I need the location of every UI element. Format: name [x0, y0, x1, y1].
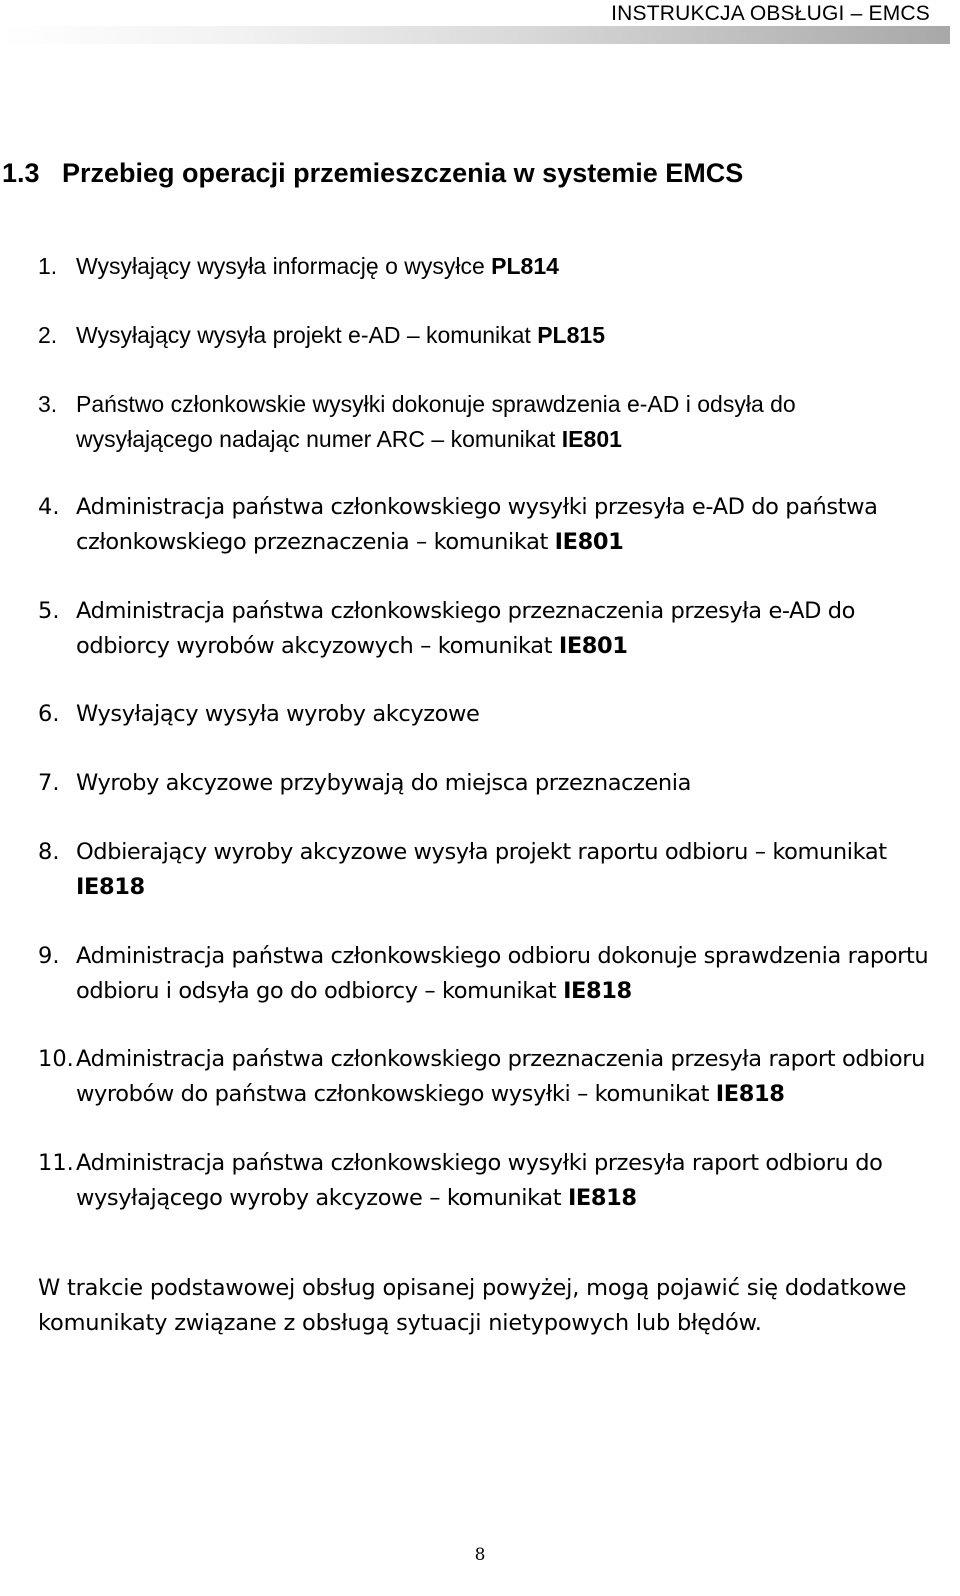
step-text [76, 249, 934, 284]
list-item [38, 387, 938, 457]
step-number: 8. [38, 839, 60, 865]
step-number: 4. [38, 494, 60, 520]
step-number: 6. [38, 701, 60, 727]
page-number: 8 [474, 1545, 486, 1565]
message-code: IE801 [554, 529, 624, 555]
step-number: 7. [38, 770, 60, 796]
step-description: Wysyłający wysyła wyroby akcyzowe [76, 701, 480, 727]
step-description: Odbierający wyroby akcyzowe wysyła projekt raportu odbioru – komunikat [76, 839, 887, 865]
message-code: IE801 [558, 633, 628, 659]
step-number: 1. [38, 253, 58, 279]
header-title: INSTRUKCJA OBSŁUGI – EMCS [611, 2, 930, 25]
message-code: IE818 [715, 1081, 785, 1107]
step-text [76, 1042, 934, 1112]
step-number: 2. [38, 322, 58, 348]
step-text [76, 318, 934, 353]
step-text [76, 766, 934, 801]
step-description: Administracja państwa członkowskiego wysyłki przesyła e-AD do państwa członkowskiego przeznaczenia – komunikat [76, 494, 878, 555]
list-item [38, 490, 938, 560]
message-code: IE818 [76, 874, 145, 900]
step-text [76, 1146, 934, 1216]
list-item [38, 939, 938, 1009]
message-code: IE801 [561, 426, 622, 452]
step-description: Administracja państwa członkowskiego wysyłki przesyła raport odbioru do wysyłającego wyroby akcyzowe – komunikat [76, 1150, 883, 1211]
section-number: 1.3 [2, 158, 40, 188]
step-description: Administracja państwa członkowskiego przeznaczenia przesyła e-AD do odbiorcy wyrobów akcyzowych – komunikat [76, 598, 856, 659]
list-item [38, 318, 938, 353]
list-item [38, 594, 938, 664]
step-number: 5. [38, 598, 60, 624]
step-number: 11. [38, 1150, 74, 1176]
list-item [38, 697, 938, 732]
message-code: IE818 [563, 978, 632, 1004]
step-text [76, 594, 934, 664]
step-description: Administracja państwa członkowskiego odbioru dokonuje sprawdzenia raportu odbioru i odsyła go do odbiorcy – komunikat [76, 943, 929, 1004]
step-description: Wysyłający wysyła informację o wysyłce [76, 253, 492, 279]
list-item [38, 1042, 938, 1112]
list-item [38, 835, 938, 905]
step-description: Państwo członkowskie wysyłki dokonuje sprawdzenia e-AD i odsyła do wysyłającego nadając numer ARC – komunikat [76, 391, 796, 452]
list-item [38, 249, 938, 284]
section-heading [2, 158, 743, 189]
message-code: PL815 [537, 322, 605, 348]
step-description: Administracja państwa członkowskiego przeznaczenia przesyła raport odbioru wyrobów do państwa członkowskiego wysyłki – komunikat [76, 1046, 926, 1107]
step-number: 3. [38, 391, 58, 417]
step-text [76, 939, 934, 1009]
header-gradient-rule [0, 26, 950, 44]
message-code: PL814 [491, 253, 559, 279]
list-item [38, 1146, 938, 1216]
closing-note: W trakcie podstawowej obsług opisanej powyżej, mogą pojawić się dodatkowe komunikaty związane z obsługą sytuacji nietypowych lub błędów. [38, 1275, 907, 1336]
step-text [76, 697, 934, 732]
step-text [76, 835, 934, 905]
step-number: 9. [38, 943, 60, 969]
list-item [38, 766, 938, 801]
step-number: 10. [38, 1046, 74, 1072]
step-description: Wysyłający wysyła projekt e-AD – komunikat [76, 322, 538, 348]
message-code: IE818 [567, 1185, 637, 1211]
step-description: Wyroby akcyzowe przybywają do miejsca przeznaczenia [76, 770, 692, 796]
step-text [76, 490, 934, 560]
step-text [76, 387, 934, 457]
section-title: Przebieg operacji przemieszczenia w systemie EMCS [62, 158, 744, 188]
